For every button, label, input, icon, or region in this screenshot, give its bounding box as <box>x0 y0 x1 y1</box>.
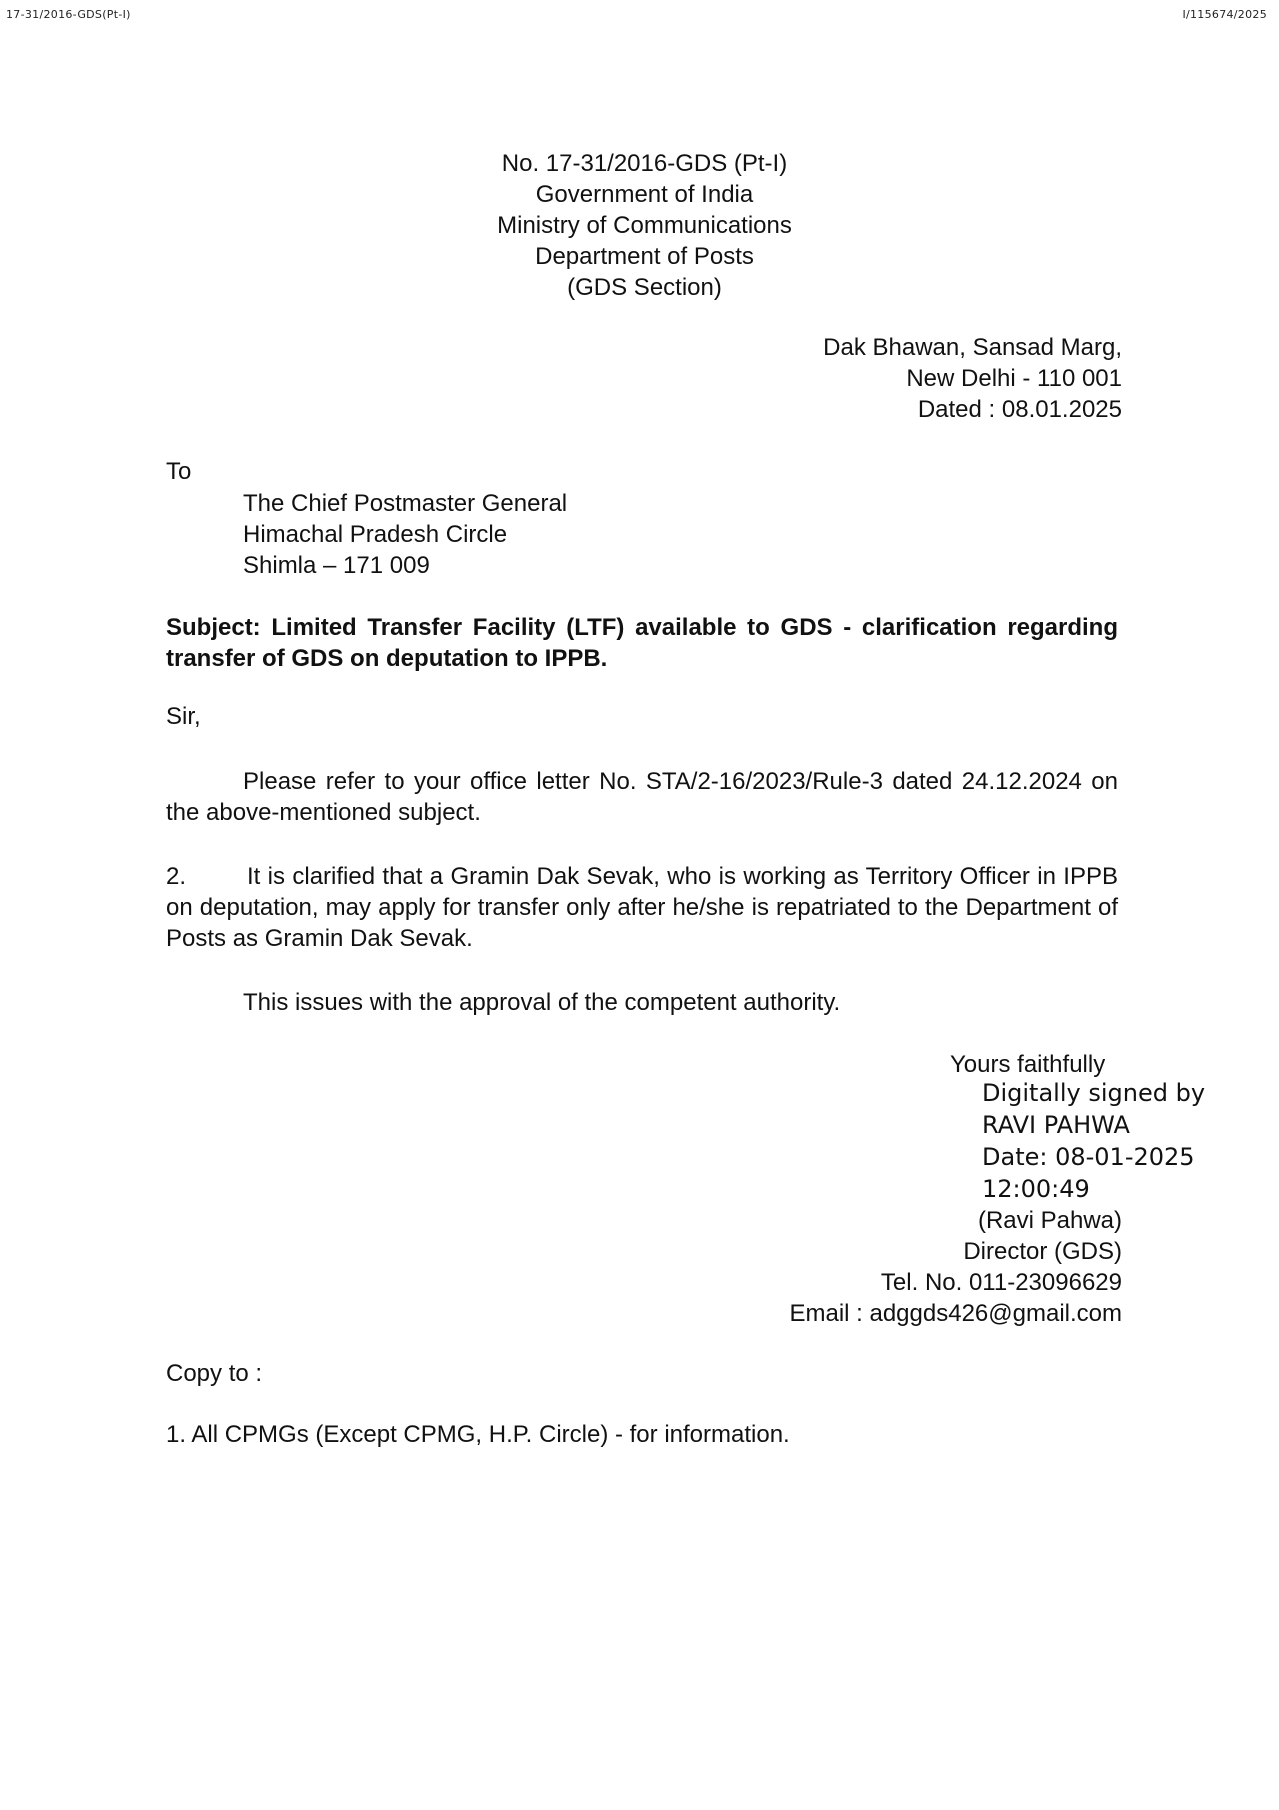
government-line: Government of India <box>535 181 754 208</box>
signatory-name: (Ravi Pahwa) <box>977 1207 1122 1234</box>
copy-to-label: Copy to : <box>166 1360 263 1387</box>
recipient-line-2: Himachal Pradesh Circle <box>243 521 508 548</box>
reference-number-header: I/115674/2025 <box>1182 8 1267 21</box>
subject-line: Subject: Limited Transfer Facility (LTF) available to GDS - clarification regarding transfer of GDS on deputation to IPPB. <box>166 614 1118 672</box>
recipient-line-3: Shimla – 171 009 <box>243 552 430 579</box>
signatory-designation: Director (GDS) <box>963 1238 1122 1265</box>
paragraph-1: Please refer to your office letter No. STA/2-16/2023/Rule-3 dated 24.12.2024 on the above-mentioned subject. <box>166 768 1118 826</box>
sender-address <box>823 332 1122 425</box>
date-line: Dated : 08.01.2025 <box>917 396 1122 423</box>
digital-signature-line-1: Digitally signed by <box>982 1079 1206 1107</box>
signature-block <box>789 1205 1122 1329</box>
digital-signature-date: Date: 08-01-2025 <box>982 1143 1195 1171</box>
salutation: Sir, <box>166 703 201 730</box>
recipient-address <box>243 488 567 581</box>
ministry-line: Ministry of Communications <box>497 212 792 239</box>
digital-signature-time: 12:00:49 <box>982 1175 1090 1203</box>
signatory-telephone: Tel. No. 011-23096629 <box>880 1269 1122 1296</box>
digital-signature <box>982 1077 1205 1205</box>
copy-to-item: 1. All CPMGs (Except CPMG, H.P. Circle) - for information. <box>166 1421 790 1448</box>
paragraph-2 <box>166 861 1118 954</box>
signatory-email: Email : adggds426@gmail.com <box>789 1300 1122 1327</box>
address-line-1: Dak Bhawan, Sansad Marg, <box>823 334 1122 361</box>
letterhead <box>0 148 1279 303</box>
address-line-2: New Delhi - 110 001 <box>906 365 1122 392</box>
paragraph-3: This issues with the approval of the competent authority. <box>243 989 841 1016</box>
signoff: Yours faithfully <box>950 1051 1106 1078</box>
section-line: (GDS Section) <box>567 274 722 301</box>
paragraph-2-number: 2. <box>166 863 187 890</box>
letter-number: No. 17-31/2016-GDS (Pt-I) <box>501 150 788 177</box>
recipient-line-1: The Chief Postmaster General <box>243 490 568 517</box>
to-label: To <box>166 458 192 485</box>
digital-signature-name: RAVI PAHWA <box>982 1111 1130 1139</box>
department-line: Department of Posts <box>535 243 754 270</box>
file-number-header: 17-31/2016-GDS(Pt-I) <box>6 8 131 21</box>
paragraph-2-text: It is clarified that a Gramin Dak Sevak, who is working as Territory Officer in IPPB on deputation, may apply for transfer only after he/she is repatriated to the Department of Posts as Gramin Dak Sevak. <box>166 863 1118 952</box>
